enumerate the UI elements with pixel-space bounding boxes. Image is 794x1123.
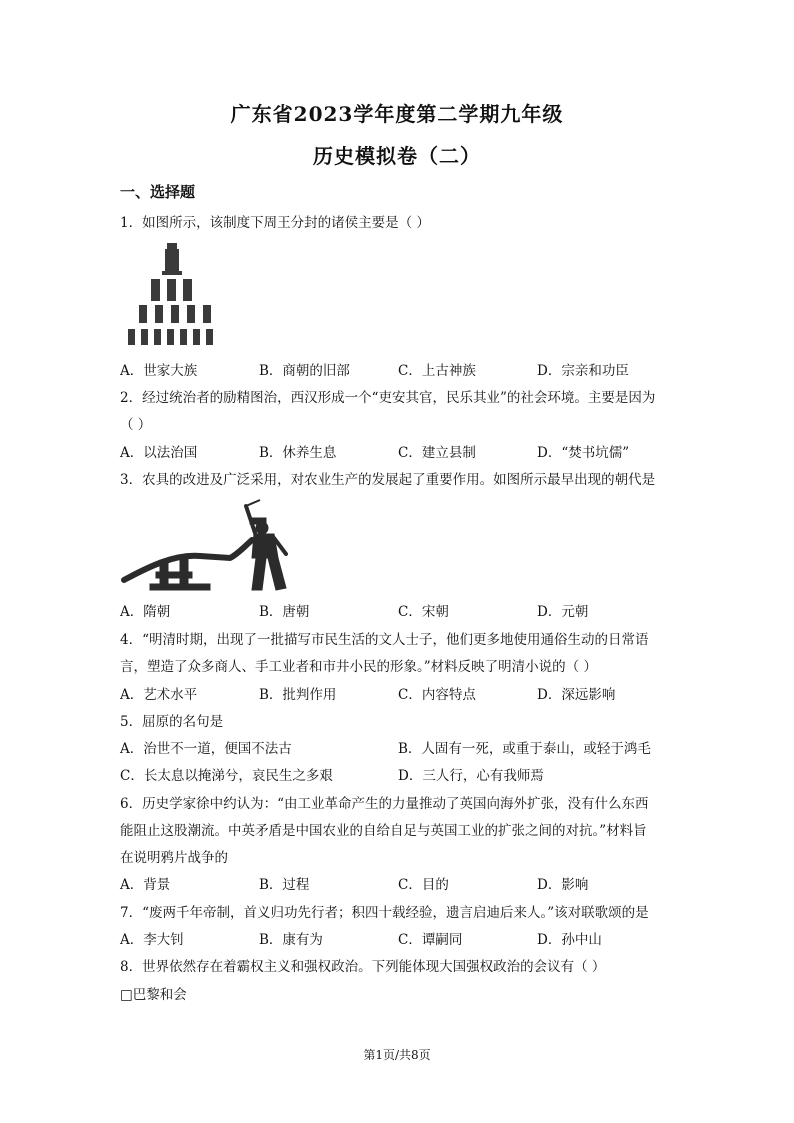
q5-stem: 5．屈原的名句是 [120, 714, 224, 730]
q2-option-c: C．建立县制 [398, 445, 476, 461]
q7-option-d: D．孙中山 [537, 932, 602, 948]
q2-stem-line-2: （ ） [120, 417, 152, 433]
q3-figure [120, 496, 300, 594]
q5-option-b: B．人固有一死，或重于泰山，或轻于鸿毛 [398, 741, 651, 757]
page-footer: 第1页/共8页 [363, 1048, 431, 1062]
q4-option-b: B．批判作用 [259, 687, 337, 703]
q7-stem: 7．“废两千年帝制，首义归功先行者；积四十载经验，遗言启迪后来人。”该对联歌颂的是 [120, 905, 649, 921]
title-line-2: 历史模拟卷（二） [313, 144, 481, 168]
q1-option-c: C．上古神族 [398, 363, 476, 379]
q6-option-d: D．影响 [537, 877, 589, 893]
q6-option-a: A．背景 [120, 877, 171, 893]
q6-stem-line-1: 6．历史学家徐中约认为：“由工业革命产生的力量推动了英国向海外扩张，没有什么东西 [120, 796, 649, 812]
q2-option-a: A．以法治国 [120, 445, 198, 461]
q6-stem-line-3: 在说明鸦片战争的 [120, 850, 228, 866]
title-line-1: 广东省2023学年度第二学期九年级 [230, 102, 564, 126]
q7-option-a: A．李大钊 [120, 932, 184, 948]
q1-stem: 1．如图所示，该制度下周王分封的诸侯主要是（ ） [120, 215, 430, 231]
q2-stem-line-1: 2．经过统治者的励精图治，西汉形成一个“吏安其官，民乐其业”的社会环境。主要是因为 [120, 390, 656, 406]
q6-option-b: B．过程 [259, 877, 310, 893]
q1-option-a: A．世家大族 [120, 363, 198, 379]
q1-option-b: B．商朝的旧部 [259, 363, 350, 379]
q5-option-a: A．治世不一道，便国不法古 [120, 741, 292, 757]
q4-stem-line-1: 4．“明清时期，出现了一批描写市民生活的文人士子，他们更多地使用通俗生动的日常语 [120, 632, 649, 648]
q7-option-c: C．谭嗣同 [398, 932, 463, 948]
q3-option-c: C．宋朝 [398, 604, 449, 620]
q8-stem: 8．世界依然存在着霸权主义和强权政治。下列能体现大国强权政治的会议有（ ） [120, 959, 606, 975]
q5-option-d: D．三人行，心有我师焉 [398, 768, 544, 784]
q7-option-b: B．康有为 [259, 932, 323, 948]
q4-stem-line-2: 言，塑造了众多商人、手工业者和市井小民的形象。”材料反映了明清小说的（ ） [120, 659, 597, 675]
q3-option-a: A．隋朝 [120, 604, 171, 620]
q1-figure [124, 241, 220, 351]
q2-option-b: B．休养生息 [259, 445, 337, 461]
q3-option-b: B．唐朝 [259, 604, 310, 620]
section-heading: 一、选择题 [120, 183, 196, 201]
q6-option-c: C．目的 [398, 877, 449, 893]
q5-option-c: C．长太息以掩涕兮，哀民生之多艰 [120, 768, 333, 784]
q8-item-1: □巴黎和会 [120, 987, 187, 1003]
q1-option-d: D．宗亲和功臣 [537, 363, 629, 379]
q4-option-c: C．内容特点 [398, 687, 476, 703]
q4-option-a: A．艺术水平 [120, 687, 198, 703]
q2-option-d: D．“焚书坑儒” [537, 445, 630, 461]
q3-option-d: D．元朝 [537, 604, 589, 620]
q3-stem: 3．农具的改进及广泛采用，对农业生产的发展起了重要作用。如图所示最早出现的朝代是 [120, 472, 656, 488]
q4-option-d: D．深远影响 [537, 687, 616, 703]
q6-stem-line-2: 能阻止这股潮流。中英矛盾是中国农业的自给自足与英国工业的扩张之间的对抗。”材料旨 [120, 823, 647, 839]
